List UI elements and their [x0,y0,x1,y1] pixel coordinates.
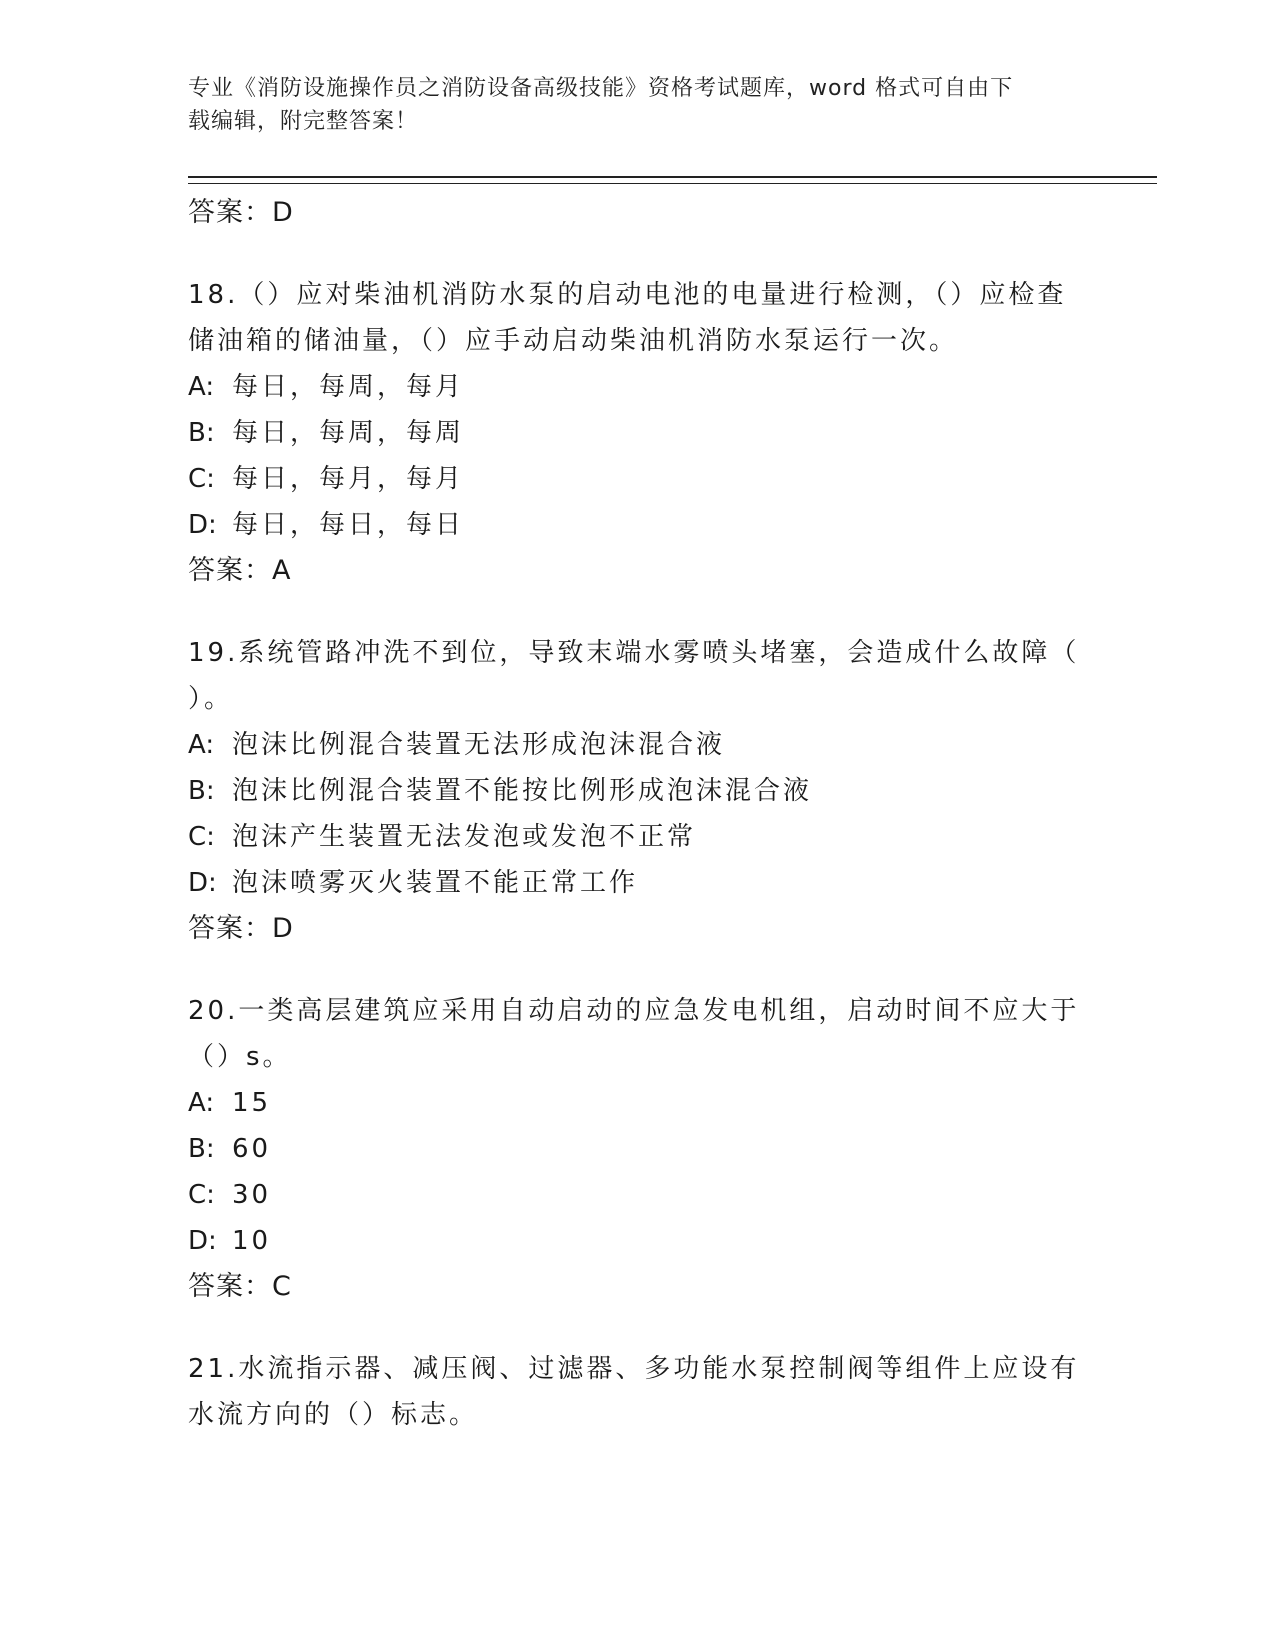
option-key: C: [188,464,215,494]
question-text-line: 21.水流指示器、减压阀、过滤器、多功能水泵控制阀等组件上应设有 [188,1354,1080,1384]
option-d [188,1218,1088,1264]
header-line-1: 专业《消防设施操作员之消防设备高级技能》资格考试题库，word 格式可自由下 [188,76,1014,101]
option-text: 泡沫比例混合装置无法形成泡沫混合液 [232,730,726,760]
option-c [188,1172,1088,1218]
option-key: C: [188,1180,215,1210]
option-text: 60 [232,1134,272,1164]
question-19 [188,630,1088,952]
option-key: A: [188,372,215,402]
option-key: C: [188,822,215,852]
question-20 [188,988,1088,1310]
page-header [188,72,1078,138]
option-key: A: [188,730,215,760]
option-key: D: [188,510,217,540]
option-key: D: [188,1226,217,1256]
option-b [188,768,1088,814]
spacer [188,236,1088,272]
question-text-line: 19.系统管路冲洗不到位，导致末端水雾喷头堵塞，会造成什么故障（ [188,638,1080,668]
option-key: D: [188,868,217,898]
question-text-line: 储油箱的储油量，（）应手动启动柴油机消防水泵运行一次。 [188,326,959,356]
option-text: 每日，每周，每月 [232,372,465,402]
option-a [188,722,1088,768]
option-b [188,1126,1088,1172]
option-text: 每日，每周，每周 [232,418,465,448]
option-text: 30 [232,1180,272,1210]
spacer [188,952,1088,988]
option-key: A: [188,1088,215,1118]
answer-line: 答案：D [188,913,294,944]
option-d [188,860,1088,906]
question-text-line: （）s。 [188,1042,292,1072]
document-body [188,190,1088,1438]
option-b [188,410,1088,456]
option-text: 泡沫产生装置无法发泡或发泡不正常 [232,822,697,852]
option-a [188,364,1088,410]
option-text: 15 [232,1088,272,1118]
option-key: B: [188,1134,215,1164]
question-21 [188,1346,1088,1438]
option-text: 泡沫喷雾灭火装置不能正常工作 [232,868,639,898]
option-key: B: [188,776,215,806]
option-c [188,456,1088,502]
option-text: 泡沫比例混合装置不能按比例形成泡沫混合液 [232,776,813,806]
option-key: B: [188,418,215,448]
question-text-line: 水流方向的（）标志。 [188,1400,479,1430]
question-18 [188,272,1088,594]
question-text-line: ）。 [188,684,234,714]
option-a [188,1080,1088,1126]
question-text-line: 20.一类高层建筑应采用自动启动的应急发电机组，启动时间不应大于 [188,996,1080,1026]
option-c [188,814,1088,860]
option-text: 每日，每月，每月 [232,464,465,494]
option-text: 每日，每日，每日 [232,510,465,540]
question-text-line: 18.（）应对柴油机消防水泵的启动电池的电量进行检测，（）应检查 [188,280,1067,310]
spacer [188,1310,1088,1346]
spacer [188,594,1088,630]
answer-line: 答案：D [188,197,294,228]
answer-line: 答案：A [188,555,292,586]
answer-line: 答案：C [188,1271,292,1302]
option-d [188,502,1088,548]
option-text: 10 [232,1226,272,1256]
header-line-2: 载编辑，附完整答案！ [188,109,419,134]
header-divider [188,176,1157,184]
